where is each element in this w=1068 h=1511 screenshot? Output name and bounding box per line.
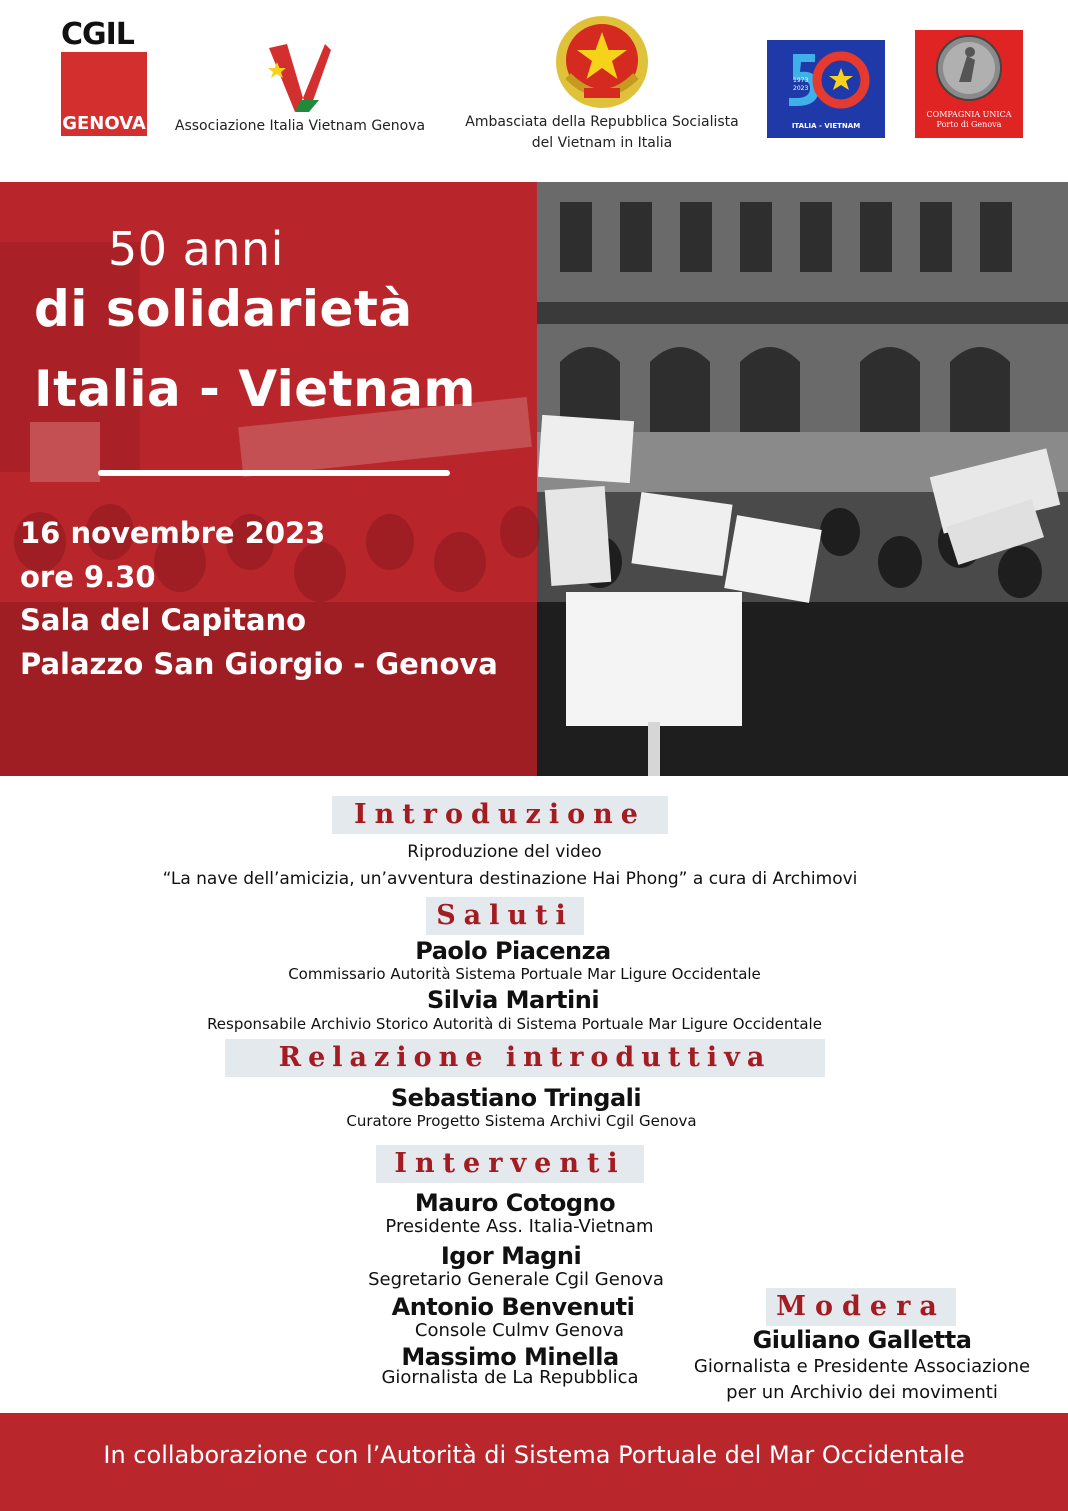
event-room: Sala del Capitano (20, 603, 307, 637)
heading-interventi: Interventi (376, 1145, 644, 1183)
cgil-wordmark: CGIL (61, 17, 134, 52)
moderator-name: Giuliano Galletta (752, 1326, 972, 1354)
event-date: 16 novembre 2023 (20, 516, 326, 550)
anniv-years-top: 1973 (793, 77, 809, 84)
footer-text: In collaborazione con l’Autorità di Sistema Portuale del Mar Occidentale (103, 1441, 965, 1469)
anniv-tag: ITALIA - VIETNAM (791, 122, 861, 130)
speaker-role: Giornalista de La Repubblica (381, 1367, 639, 1388)
embassy-label-line1: Ambasciata della Repubblica Socialista (465, 114, 739, 130)
speaker-name: Silvia Martini (426, 986, 600, 1014)
footer-banner (0, 1413, 1068, 1511)
speaker-name: Paolo Piacenza (415, 937, 611, 965)
speaker-role: Curatore Progetto Sistema Archivi Cgil Genova (346, 1112, 697, 1130)
vietnam-emblem-icon (554, 14, 650, 110)
heading-relazione-introduttiva: Relazione introduttiva (225, 1039, 825, 1077)
check-flag-icon (265, 40, 335, 116)
anniv-years-bottom: 2023 (793, 85, 809, 92)
heading-saluti: Saluti (426, 897, 584, 935)
moderator-role-line2: per un Archivio dei movimenti (726, 1382, 998, 1403)
event-venue: Palazzo San Giorgio - Genova (20, 646, 498, 681)
embassy-emblem-logo (452, 14, 752, 154)
speaker-role: Segretario Generale Cgil Genova (368, 1269, 664, 1290)
event-details (20, 512, 498, 686)
speaker-name: Antonio Benvenuti (391, 1293, 635, 1321)
cu-line1: COMPAGNIA UNICA (926, 110, 1012, 119)
cgil-city: GENOVA (62, 113, 146, 134)
speaker-name: Massimo Minella (401, 1343, 619, 1371)
speaker-role: Commissario Autorità Sistema Portuale Mar Ligure Occidentale (288, 965, 761, 983)
event-time: ore 9.30 (20, 559, 156, 594)
intro-line2: “La nave dell’amicizia, un’avventura destinazione Hai Phong” a cura di Archimovi (162, 869, 858, 889)
speaker-name: Igor Magni (440, 1242, 582, 1270)
hero-banner (0, 182, 1068, 776)
associazione-italia-vietnam-logo (160, 40, 440, 134)
speaker-role: Console Culmv Genova (414, 1320, 625, 1341)
hero-divider (98, 470, 450, 476)
moderator-role-line1: Giornalista e Presidente Associazione (693, 1356, 1031, 1377)
medallion-icon (915, 30, 1023, 110)
speaker-name: Mauro Cotogno (414, 1189, 616, 1217)
aiv-label: Associazione Italia Vietnam Genova (174, 118, 426, 134)
compagnia-unica-logo (915, 30, 1023, 138)
intro-line1: Riproduzione del video (407, 842, 602, 862)
cu-text (915, 110, 1023, 130)
cgil-genova-logo (61, 17, 149, 136)
speaker-role: Presidente Ass. Italia-Vietnam (385, 1216, 654, 1237)
anniversary-50-logo (767, 40, 885, 138)
hero-line-italia-vietnam: Italia - Vietnam (34, 360, 477, 418)
hero-line-solidarieta: di solidarietà (34, 280, 413, 338)
cgil-red-box (61, 52, 147, 136)
hero-text (0, 182, 537, 776)
heading-modera: Modera (766, 1288, 956, 1326)
cu-line2: Porto di Genova (936, 120, 1002, 129)
heading-introduzione: Introduzione (332, 796, 668, 834)
speaker-role: Responsabile Archivio Storico Autorità di Sistema Portuale Mar Ligure Occidentale (207, 1015, 822, 1033)
fifty-anniversary-icon (767, 40, 885, 118)
hero-line-50-anni: 50 anni (108, 222, 284, 276)
embassy-label-line2: del Vietnam in Italia (531, 135, 673, 151)
logo-bar (0, 0, 1068, 180)
speaker-name: Sebastiano Tringali (390, 1084, 642, 1112)
